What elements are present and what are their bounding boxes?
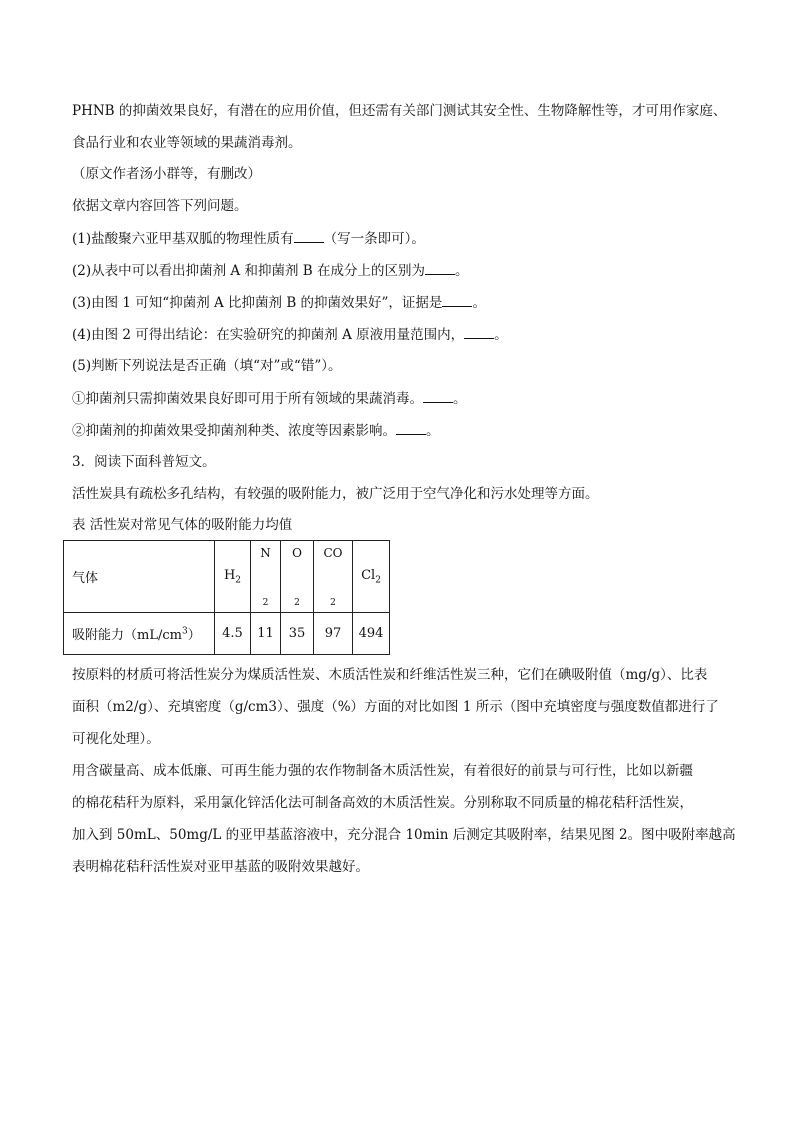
paragraph-line: 按原料的材质可将活性炭分为煤质活性炭、木质活性炭和纤维活性炭三种，它们在碘吸附值（mg/g）、比表 bbox=[72, 667, 708, 683]
question-5: (5)判断下列说法是否正确（填“对”或“错”）。 bbox=[72, 358, 342, 374]
gas-cell: CO 2 bbox=[314, 541, 353, 613]
question-tail: 。 bbox=[494, 327, 508, 343]
paragraph-line: 活性炭具有疏松多孔结构，有较强的吸附能力，被广泛用于空气净化和污水处理等方面。 bbox=[72, 486, 599, 502]
adsorption-table bbox=[63, 540, 390, 655]
value-cell: 494 bbox=[353, 613, 390, 655]
question-text: (2)从表中可以看出抑菌剂 A 和抑菌剂 B 在成分上的区别为 bbox=[72, 263, 425, 279]
question-tail: 。 bbox=[453, 391, 467, 407]
paragraph-line: PHNB 的抑菌效果良好，有潜在的应用价值，但还需有关部门测试其安全性、生物降解性等，才可用作家庭、 bbox=[72, 103, 727, 119]
answer-blank bbox=[425, 262, 455, 275]
paragraph-line: 食品行业和农业等领域的果蔬消毒剂。 bbox=[72, 135, 302, 151]
answer-blank bbox=[464, 326, 494, 339]
value-cell: 97 bbox=[314, 613, 353, 655]
table-row bbox=[64, 541, 390, 613]
table-row bbox=[64, 613, 390, 655]
question-text: ②抑菌剂的抑菌效果受抑菌剂种类、浓度等因素影响。 bbox=[72, 423, 396, 439]
answer-blank bbox=[423, 390, 453, 403]
question-5b bbox=[72, 422, 440, 439]
section-heading: 3．阅读下面科普短文。 bbox=[72, 454, 216, 470]
question-text: (3)由图 1 可知“抑菌剂 A 比抑菌剂 B 的抑菌效果好”，证据是 bbox=[72, 295, 443, 311]
answer-blank bbox=[294, 230, 324, 243]
gas-cell: N 2 bbox=[251, 541, 281, 613]
paragraph-line: 用含碳量高、成本低廉、可再生能力强的农作物制备木质活性炭，有着很好的前景与可行性，比如以新疆 bbox=[72, 763, 693, 779]
gas-cell: $H_2$ bbox=[215, 541, 251, 613]
gas-cell: $Cl_2$ bbox=[353, 541, 390, 613]
source-note: （原文作者汤小群等，有删改） bbox=[72, 166, 261, 182]
question-text: (1)盐酸聚六亚甲基双胍的物理性质有 bbox=[72, 231, 294, 247]
question-tail: 。 bbox=[426, 423, 440, 439]
value-cell: 35 bbox=[281, 613, 314, 655]
answer-blank bbox=[442, 294, 472, 307]
question-1 bbox=[72, 230, 425, 247]
question-tail: （写一条即可）。 bbox=[323, 231, 425, 247]
question-3 bbox=[72, 294, 486, 311]
question-4 bbox=[72, 326, 508, 343]
paragraph-line: 表明棉花秸秆活性炭对亚甲基蓝的吸附效果越好。 bbox=[72, 859, 369, 875]
value-cell: 4.5 bbox=[215, 613, 251, 655]
paragraph-line: 加入到 50mL、50mg/L 的亚甲基蓝溶液中，充分混合 10min 后测定其吸附率，结果见图 2。图中吸附率越高 bbox=[72, 827, 736, 843]
paragraph-line: 面积（m2/g）、充填密度（g/cm3）、强度（%）方面的对比如图 1 所示（图中充填密度与强度数值都进行了 bbox=[72, 699, 719, 715]
answer-blank bbox=[396, 422, 426, 435]
table-caption: 表 活性炭对常见气体的吸附能力均值 bbox=[72, 517, 293, 533]
question-tail: 。 bbox=[472, 295, 486, 311]
table-header-cell: 气体 bbox=[64, 541, 215, 613]
value-cell: 11 bbox=[251, 613, 281, 655]
question-text: (4)由图 2 可得出结论：在实验研究的抑菌剂 A 原液用量范围内， bbox=[72, 327, 465, 343]
gas-cell: O 2 bbox=[281, 541, 314, 613]
question-tail: 。 bbox=[454, 263, 469, 279]
question-2 bbox=[72, 262, 468, 279]
question-text: ①抑菌剂只需抑菌效果良好即可用于所有领域的果蔬消毒。 bbox=[72, 391, 423, 407]
question-5a bbox=[72, 390, 467, 407]
instruction-text: 依据文章内容回答下列问题。 bbox=[72, 198, 248, 214]
paragraph-line: 可视化处理）。 bbox=[72, 731, 160, 747]
table-header-cell: 吸附能力$(mL/cm^3)$ bbox=[64, 613, 215, 655]
paragraph-line: 的棉花秸秆为原料，采用氯化锌活化法可制备高效的木质活性炭。分别称取不同质量的棉花秸秆活性炭， bbox=[72, 795, 693, 811]
